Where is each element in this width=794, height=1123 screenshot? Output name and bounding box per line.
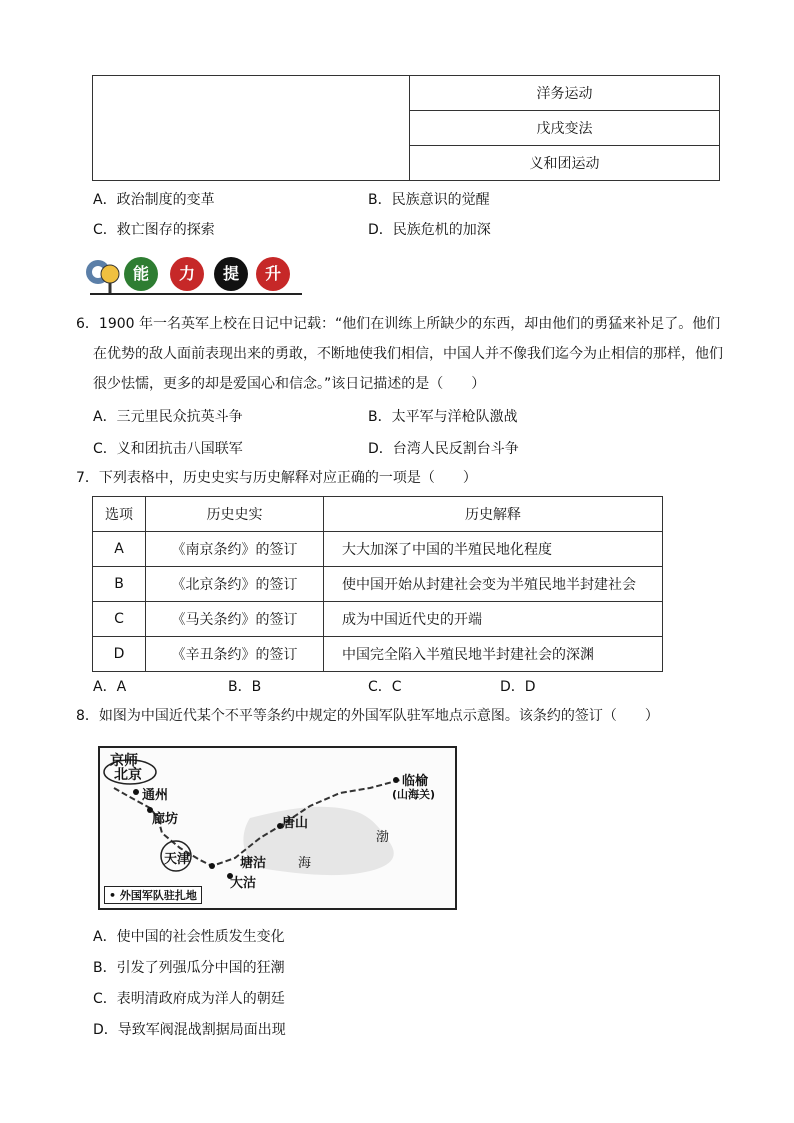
q7-option-a: A．A bbox=[93, 679, 127, 695]
q8-option-a: A．使中国的社会性质发生变化 bbox=[93, 929, 285, 945]
map-label-tianjin: 天津 bbox=[164, 852, 191, 867]
q7-option-d: D．D bbox=[500, 679, 536, 695]
table-cell: 《辛丑条约》的签订 bbox=[146, 637, 324, 672]
q6-option-c: C．义和团抗击八国联军 bbox=[93, 441, 243, 457]
table-header-row bbox=[93, 497, 663, 532]
q6-option-b: B．太平军与洋枪队激战 bbox=[368, 409, 518, 425]
map-label-tanggu: 塘沽 bbox=[240, 856, 267, 871]
map-label-tangshan: 唐山 bbox=[282, 816, 309, 831]
q5-table-cell: 洋务运动 bbox=[410, 76, 720, 111]
banner-char-4: 升 bbox=[256, 257, 290, 291]
table-row bbox=[93, 567, 663, 602]
table-cell: 成为中国近代史的开端 bbox=[324, 602, 663, 637]
banner-char-3: 提 bbox=[214, 257, 248, 291]
table-header: 历史史实 bbox=[146, 497, 324, 532]
map-label-bo: 渤 bbox=[376, 830, 390, 845]
q5-option-d: D．民族危机的加深 bbox=[368, 222, 491, 238]
map-legend: • 外国军队驻扎地 bbox=[104, 886, 202, 904]
q5-table-cell: 义和团运动 bbox=[410, 146, 720, 181]
table-row bbox=[93, 637, 663, 672]
q5-table-cell: 戊戌变法 bbox=[410, 111, 720, 146]
table-cell: 大大加深了中国的半殖民地化程度 bbox=[324, 532, 663, 567]
map-label-beijing: 北京 bbox=[114, 767, 142, 783]
q6-option-a: A．三元里民众抗英斗争 bbox=[93, 409, 243, 425]
q5-option-b: B．民族意识的觉醒 bbox=[368, 192, 490, 208]
q7-option-b: B．B bbox=[228, 679, 262, 695]
table-cell: D bbox=[93, 637, 146, 672]
q8-option-c: C．表明清政府成为洋人的朝廷 bbox=[93, 991, 285, 1007]
banner-char-2: 力 bbox=[170, 257, 204, 291]
table-cell: A bbox=[93, 532, 146, 567]
q5-option-a: A．政治制度的变革 bbox=[93, 192, 215, 208]
ability-banner bbox=[80, 252, 304, 296]
q6-stem-line-1: 6．1900 年一名英军上校在日记中记载：“他们在训练上所缺少的东西，却由他们的勇猛来补足了。他们 bbox=[76, 316, 721, 332]
map-label-jingshi: 京师 bbox=[110, 753, 138, 769]
q8-option-d: D．导致军阀混战割据局面出现 bbox=[93, 1022, 286, 1038]
q7-option-c: C．C bbox=[368, 679, 402, 695]
table-row bbox=[93, 532, 663, 567]
map-label-langfang: 廊坊 bbox=[152, 812, 179, 827]
map-label-shanhaiguan: (山海关) bbox=[392, 788, 436, 801]
q8-option-b: B．引发了列强瓜分中国的狂潮 bbox=[93, 960, 285, 976]
table-cell: B bbox=[93, 567, 146, 602]
banner-char-1: 能 bbox=[124, 257, 158, 291]
table-cell: 《南京条约》的签订 bbox=[146, 532, 324, 567]
q6-option-d: D．台湾人民反割台斗争 bbox=[368, 441, 519, 457]
table-cell: 《马关条约》的签订 bbox=[146, 602, 324, 637]
map-label-tongzhou: 通州 bbox=[142, 788, 169, 803]
q7-stem: 7．下列表格中，历史史实与历史解释对应正确的一项是（ ） bbox=[76, 470, 477, 486]
map-label-hai: 海 bbox=[298, 856, 312, 871]
table-cell: 《北京条约》的签订 bbox=[146, 567, 324, 602]
table-cell: 使中国开始从封建社会变为半殖民地半封建社会 bbox=[324, 567, 663, 602]
table-row bbox=[93, 602, 663, 637]
map-label-linyu: 临榆 bbox=[402, 774, 429, 789]
table-header: 选项 bbox=[93, 497, 146, 532]
table-header: 历史解释 bbox=[324, 497, 663, 532]
q5-table-blank-cell bbox=[93, 76, 410, 181]
q8-stem: 8．如图为中国近代某个不平等条约中规定的外国军队驻军地点示意图。该条约的签订（ ） bbox=[76, 708, 659, 724]
table-cell: 中国完全陷入半殖民地半封建社会的深渊 bbox=[324, 637, 663, 672]
q5-option-c: C．救亡图存的探索 bbox=[93, 222, 215, 238]
treaty-map bbox=[98, 746, 457, 910]
q6-stem-line-2: 在优势的敌人面前表现出来的勇敢，不断地使我们相信，中国人并不像我们迄今为止相信的那样，他们 bbox=[93, 346, 723, 362]
q5-table bbox=[92, 75, 720, 181]
q6-stem-line-3: 很少怯懦，更多的却是爱国心和信念。”该日记描述的是（ ） bbox=[93, 376, 486, 392]
map-label-dagu: 大沽 bbox=[230, 876, 257, 891]
table-cell: C bbox=[93, 602, 146, 637]
q7-table bbox=[92, 496, 663, 672]
